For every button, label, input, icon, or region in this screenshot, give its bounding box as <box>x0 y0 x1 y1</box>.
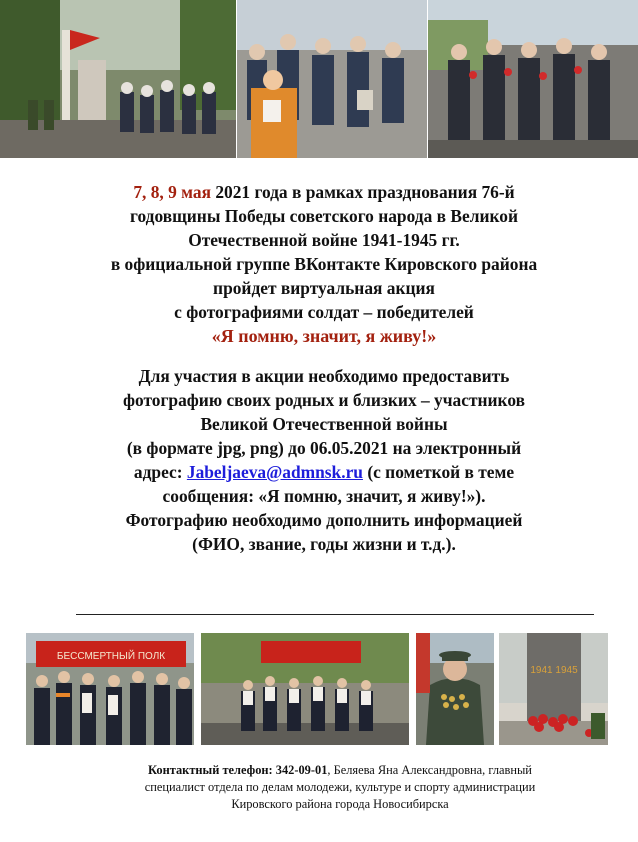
contact-line-2: специалист отдела по делам молодежи, культуре и спорту администрации <box>144 780 536 794</box>
announcement-line-4: в официальной группе ВКонтакте Кировского района <box>110 254 538 274</box>
photo-immortal-regiment-banner <box>26 633 194 745</box>
campaign-slogan: «Я помню, значит, я живу!» <box>211 326 437 346</box>
photo-procession-crowd <box>237 0 427 158</box>
contact-line-3: Кировского района города Новосибирска <box>231 797 449 811</box>
contact-phone: Контактный телефон: 342-09-01 <box>148 763 328 777</box>
monument-years: 1941 1945 <box>530 665 578 676</box>
announcement-line-3: Отечественной войне 1941-1945 гг. <box>188 230 460 250</box>
announcement-line-6: с фотографиями солдат – победителей <box>174 302 474 322</box>
participation-line-3: Великой Отечественной войны <box>200 414 448 434</box>
participation-line-6: сообщения: «Я помню, значит, я живу!»). <box>162 486 486 506</box>
participation-line-8: (ФИО, звание, годы жизни и т.д.). <box>192 534 456 554</box>
participation-line-1: Для участия в акции необходимо предоставить <box>138 366 510 386</box>
contact-info <box>80 762 600 813</box>
photo-memorial-ceremony <box>0 0 236 158</box>
announcement-text <box>40 180 608 556</box>
participation-line-2: фотографию своих родных и близких – участников <box>123 390 525 410</box>
photo-veteran-portrait <box>416 633 494 745</box>
photo-monument-flowers <box>499 633 608 745</box>
photo-march-with-portraits <box>428 0 638 158</box>
announcement-line-5: пройдет виртуальная акция <box>213 278 435 298</box>
participation-line-5: адрес: Jabeljaeva@admnsk.ru (с пометкой в теме <box>133 462 515 482</box>
participation-line-4: (в формате jpg, png) до 06.05.2021 на электронный <box>126 438 522 458</box>
banner-text: БЕССМЕРТНЫЙ ПОЛК <box>56 651 166 662</box>
email-link[interactable]: Jabeljaeva@admnsk.ru <box>186 462 363 482</box>
participation-line-7: Фотографию необходимо дополнить информацией <box>125 510 523 530</box>
contact-line-1: Контактный телефон: 342-09-01, Беляева Яна Александровна, главный <box>148 763 532 777</box>
announcement-line-2: годовщины Победы советского народа в Великой <box>130 206 518 226</box>
divider-line <box>76 614 594 615</box>
announcement-line-1: 7, 8, 9 мая 2021 года в рамках празднования 76-й <box>133 182 515 202</box>
photo-students-march <box>201 633 409 745</box>
event-dates: 7, 8, 9 мая <box>133 182 211 202</box>
